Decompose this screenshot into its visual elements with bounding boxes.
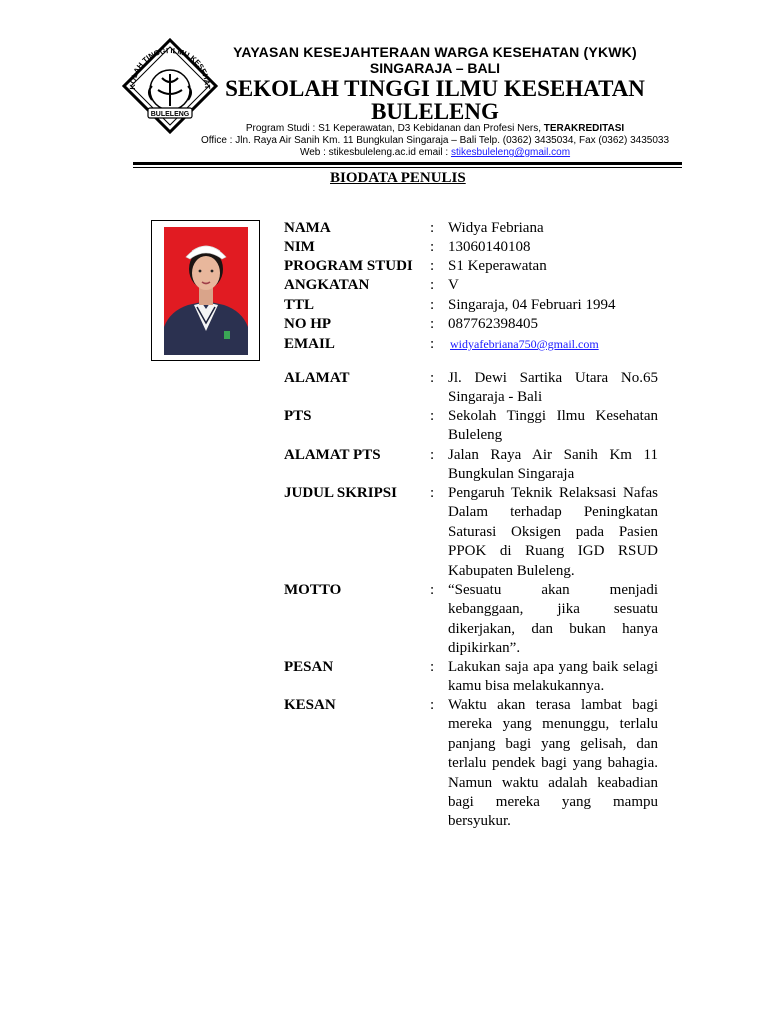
colon: : xyxy=(430,582,435,598)
value-pesan: Lakukan saja apa yang baik selagi kamu bisa melakukannya. xyxy=(448,659,658,695)
web-contact xyxy=(190,147,680,158)
colon: : xyxy=(430,258,435,274)
label-judul-skripsi: JUDUL SKRIPSI xyxy=(284,485,397,501)
colon: : xyxy=(430,370,435,386)
logo-arc-text: KOLAH TINGGI ILMU KESEHAT xyxy=(127,46,213,90)
label-pts: PTS xyxy=(284,408,312,424)
value-ttl: Singaraja, 04 Februari 1994 xyxy=(448,297,616,313)
colon: : xyxy=(430,447,435,463)
value-no-hp: 087762398405 xyxy=(448,316,538,332)
document-title: BIODATA PENULIS xyxy=(330,170,466,186)
value-angkatan: V xyxy=(448,277,459,293)
label-kesan: KESAN xyxy=(284,697,336,713)
value-pts: Sekolah Tinggi Ilmu Kesehatan Buleleng xyxy=(448,408,658,444)
colon: : xyxy=(430,239,435,255)
label-no-hp: NO HP xyxy=(284,316,332,332)
office-address: Office : Jln. Raya Air Sanih Km. 11 Bungkulan Singaraja – Bali Telp. (0362) 3435034, Fax (0362) 3435033 xyxy=(200,135,670,146)
label-nama: NAMA xyxy=(284,220,331,236)
label-angkatan: ANGKATAN xyxy=(284,277,370,293)
foundation-name: YAYASAN KESEJAHTERAAN WARGA KESEHATAN (YKWK) xyxy=(233,44,637,60)
label-nim: NIM xyxy=(284,239,315,255)
colon: : xyxy=(430,659,435,675)
school-name-line2: BULELENG xyxy=(371,99,499,124)
colon: : xyxy=(430,336,435,352)
label-pesan: PESAN xyxy=(284,659,334,675)
label-alamat: ALAMAT xyxy=(284,370,350,386)
colon: : xyxy=(430,277,435,293)
label-ttl: TTL xyxy=(284,297,315,313)
colon: : xyxy=(430,697,435,713)
value-nama: Widya Febriana xyxy=(448,220,544,236)
value-alamat-pts: Jalan Raya Air Sanih Km 11 Bungkulan Singaraja xyxy=(448,447,658,483)
study-programs xyxy=(200,123,670,134)
value-motto: “Sesuatu akan menjadi kebanggaan, jika sesuatu dikerjakan, dan bukan hanya dipikirkan”. xyxy=(448,582,658,657)
foundation-city: SINGARAJA – BALI xyxy=(369,60,501,76)
value-program-studi: S1 Keperawatan xyxy=(448,258,547,274)
logo-banner-text: BULELENG xyxy=(150,111,190,118)
label-email: EMAIL xyxy=(284,336,335,352)
letterhead-rule-thick xyxy=(133,162,682,165)
web-text: Web : stikesbuleleng.ac.id email : xyxy=(299,147,451,158)
label-motto: MOTTO xyxy=(284,582,342,598)
school-email-link[interactable]: stikesbuleleng@gmail.com xyxy=(450,147,571,158)
letterhead-rule-thin xyxy=(133,167,682,168)
label-alamat-pts: ALAMAT PTS xyxy=(284,447,381,463)
accreditation-badge: TERAKREDITASI xyxy=(543,123,625,134)
student-portrait-photo-icon xyxy=(164,227,248,355)
value-email-link[interactable]: widyafebriana750@gmail.com xyxy=(450,337,599,351)
colon: : xyxy=(430,220,435,236)
school-name-line1: SEKOLAH TINGGI ILMU KESEHATAN xyxy=(225,76,645,101)
value-judul-skripsi: Pengaruh Teknik Relaksasi Nafas Dalam terhadap Peningkatan Saturasi Oksigen pada Pasien PPOK di Ruang IGD RSUD Kabupaten Buleleng. xyxy=(448,485,658,579)
photo-frame xyxy=(151,220,260,361)
value-nim: 13060140108 xyxy=(448,239,531,255)
colon: : xyxy=(430,485,435,501)
colon: : xyxy=(430,408,435,424)
programs-text: Program Studi : S1 Keperawatan, D3 Kebidanan dan Profesi Ners, xyxy=(245,123,544,134)
value-alamat: Jl. Dewi Sartika Utara No.65 Singaraja - Bali xyxy=(448,370,658,406)
colon: : xyxy=(430,297,435,313)
label-program-studi: PROGRAM STUDI xyxy=(284,258,413,274)
value-kesan: Waktu akan terasa lambat bagi mereka yang menunggu, terlalu panjang bagi yang gelisah, dan terlalu pendek bagi yang bahagia. Namun waktu adalah keabadian bagi mereka yang mampu bersyukur. xyxy=(448,697,658,830)
colon: : xyxy=(430,316,435,332)
